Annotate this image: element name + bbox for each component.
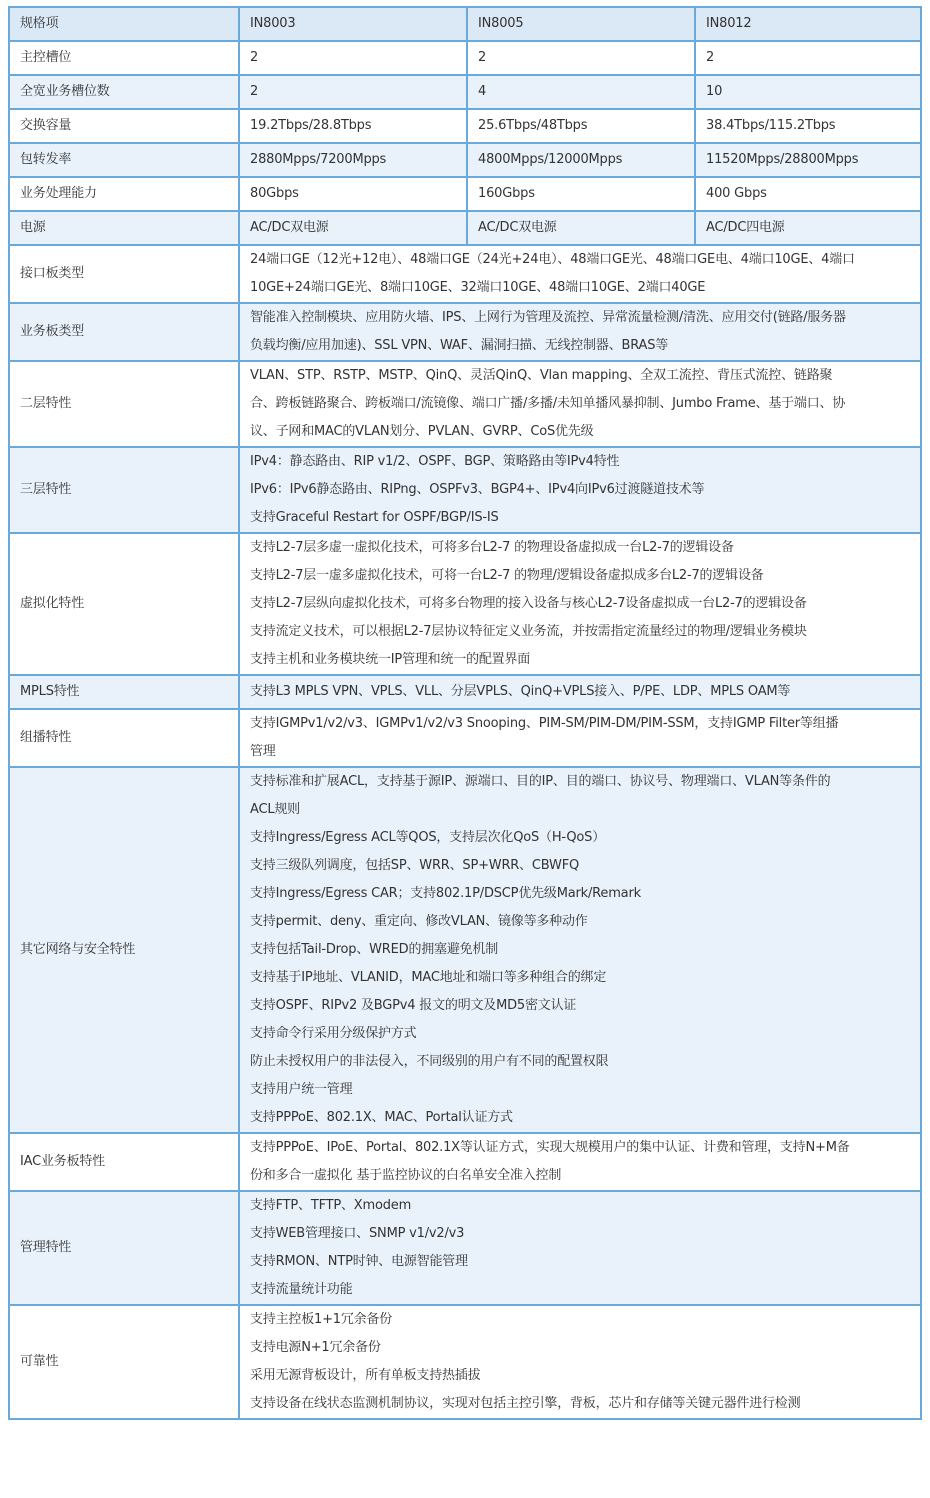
row-label: MPLS特性	[9, 675, 239, 709]
feature-line: 支持设备在线状态监测机制协议，实现对包括主控引擎，背板，芯片和存储等关键元器件进行检测	[250, 1396, 801, 1411]
value-cell: 11520Mpps/28800Mpps	[695, 143, 921, 177]
value-cell: 400 Gbps	[695, 177, 921, 211]
feature-cell	[239, 533, 921, 675]
row-label: 管理特性	[9, 1191, 239, 1305]
row-label: 可靠性	[9, 1305, 239, 1419]
table-row	[9, 245, 921, 303]
feature-line: 支持permit、deny、重定向、修改VLAN、镜像等多种动作	[250, 914, 588, 929]
feature-line: 支持L3 MPLS VPN、VPLS、VLL、分层VPLS、QinQ+VPLS接入、P/PE、LDP、MPLS OAM等	[250, 684, 791, 699]
table-row	[9, 109, 921, 143]
spec-table-container	[8, 6, 920, 1420]
feature-line: 支持三级队列调度，包括SP、WRR、SP+WRR、CBWFQ	[250, 858, 580, 873]
table-row	[9, 1133, 921, 1191]
feature-line: 支持主机和业务模块统一IP管理和统一的配置界面	[250, 652, 531, 667]
row-label: 其它网络与安全特性	[9, 767, 239, 1133]
feature-cell	[239, 1191, 921, 1305]
feature-line: 24端口GE（12光+12电）、48端口GE（24光+24电）、48端口GE光、48端口GE电、4端口10GE、4端口	[250, 252, 855, 267]
feature-line: 智能准入控制模块、应用防火墙、IPS、上网行为管理及流控、异常流量检测/清洗、应用交付(链路/服务器	[250, 310, 846, 325]
feature-line: 支持用户统一管理	[250, 1082, 353, 1097]
feature-line: 支持L2-7层多虚一虚拟化技术，可将多台L2-7 的物理设备虚拟成一台L2-7的逻辑设备	[250, 540, 734, 555]
feature-line: 支持流量统计功能	[250, 1282, 353, 1297]
feature-line: 支持RMON、NTP时钟、电源智能管理	[250, 1254, 468, 1269]
header-cell: IN8012	[695, 7, 921, 41]
value-cell: 2	[239, 41, 467, 75]
value-cell: 2	[467, 41, 695, 75]
value-cell: 4800Mpps/12000Mpps	[467, 143, 695, 177]
header-cell: 规格项	[9, 7, 239, 41]
table-row	[9, 75, 921, 109]
row-label: 交换容量	[9, 109, 239, 143]
row-label: 二层特性	[9, 361, 239, 447]
feature-line: 支持IGMPv1/v2/v3、IGMPv1/v2/v3 Snooping、PIM-SM/PIM-DM/PIM-SSM，支持IGMP Filter等组播	[250, 716, 839, 731]
feature-line: 采用无源背板设计，所有单板支持热插拔	[250, 1368, 481, 1383]
row-label: 虚拟化特性	[9, 533, 239, 675]
value-cell: AC/DC双电源	[467, 211, 695, 245]
header-cell: IN8005	[467, 7, 695, 41]
feature-line: 支持Ingress/Egress ACL等QOS，支持层次化QoS（H-QoS）	[250, 830, 606, 845]
value-cell: 80Gbps	[239, 177, 467, 211]
row-label: 全宽业务槽位数	[9, 75, 239, 109]
feature-line: ACL规则	[250, 802, 300, 817]
table-row	[9, 1305, 921, 1419]
feature-cell	[239, 245, 921, 303]
feature-line: VLAN、STP、RSTP、MSTP、QinQ、灵活QinQ、Vlan mapping、全双工流控、背压式流控、链路聚	[250, 368, 833, 383]
feature-cell	[239, 361, 921, 447]
feature-line: 负载均衡/应用加速)、SSL VPN、WAF、漏洞扫描、无线控制器、BRAS等	[250, 338, 669, 353]
feature-line: IPv6：IPv6静态路由、RIPng、OSPFv3、BGP4+、IPv4向IPv6过渡隧道技术等	[250, 482, 705, 497]
value-cell: 2880Mpps/7200Mpps	[239, 143, 467, 177]
feature-line: 支持电源N+1冗余备份	[250, 1340, 381, 1355]
feature-cell	[239, 1133, 921, 1191]
row-label: 包转发率	[9, 143, 239, 177]
feature-line: 管理	[250, 744, 276, 759]
spec-table	[8, 6, 922, 1420]
value-cell: 10	[695, 75, 921, 109]
feature-line: 支持标准和扩展ACL，支持基于源IP、源端口、目的IP、目的端口、协议号、物理端口、VLAN等条件的	[250, 774, 831, 789]
table-row	[9, 41, 921, 75]
feature-line: IPv4：静态路由、RIP v1/2、OSPF、BGP、策略路由等IPv4特性	[250, 454, 620, 469]
table-row	[9, 303, 921, 361]
row-label: 三层特性	[9, 447, 239, 533]
feature-line: 支持Ingress/Egress CAR；支持802.1P/DSCP优先级Mark/Remark	[250, 886, 641, 901]
feature-line: 议、子网和MAC的VLAN划分、PVLAN、GVRP、CoS优先级	[250, 424, 594, 439]
value-cell: 4	[467, 75, 695, 109]
spec-table-body	[9, 7, 921, 1419]
row-label: 业务处理能力	[9, 177, 239, 211]
feature-cell	[239, 447, 921, 533]
feature-line: 支持FTP、TFTP、Xmodem	[250, 1198, 412, 1213]
feature-cell	[239, 675, 921, 709]
table-row	[9, 767, 921, 1133]
header-cell: IN8003	[239, 7, 467, 41]
feature-line: 份和多合一虚拟化 基于监控协议的白名单安全准入控制	[250, 1168, 562, 1183]
feature-cell	[239, 303, 921, 361]
feature-cell	[239, 767, 921, 1133]
feature-line: 支持流定义技术，可以根据L2-7层协议特征定义业务流，并按需指定流量经过的物理/逻辑业务模块	[250, 624, 807, 639]
feature-line: 支持WEB管理接口、SNMP v1/v2/v3	[250, 1226, 465, 1241]
value-cell: 2	[239, 75, 467, 109]
feature-line: 支持L2-7层一虚多虚拟化技术，可将一台L2-7 的物理/逻辑设备虚拟成多台L2-7的逻辑设备	[250, 568, 764, 583]
feature-line: 支持基于IP地址、VLANID，MAC地址和端口等多种组合的绑定	[250, 970, 607, 985]
value-cell: 2	[695, 41, 921, 75]
feature-line: 合、跨板链路聚合、跨板端口/流镜像、端口广播/多播/未知单播风暴抑制、Jumbo Frame、基于端口、协	[250, 396, 846, 411]
feature-line: 防止未授权用户的非法侵入，不同级别的用户有不同的配置权限	[250, 1054, 609, 1069]
row-label: IAC业务板特性	[9, 1133, 239, 1191]
table-row	[9, 675, 921, 709]
table-row	[9, 1191, 921, 1305]
feature-line: 支持主控板1+1冗余备份	[250, 1312, 393, 1327]
value-cell: 38.4Tbps/115.2Tbps	[695, 109, 921, 143]
feature-cell	[239, 1305, 921, 1419]
table-row	[9, 361, 921, 447]
table-row	[9, 211, 921, 245]
feature-line: 支持Graceful Restart for OSPF/BGP/IS-IS	[250, 510, 499, 525]
feature-line: 10GE+24端口GE光、8端口10GE、32端口10GE、48端口10GE、2端口40GE	[250, 280, 706, 295]
value-cell: 25.6Tbps/48Tbps	[467, 109, 695, 143]
table-row	[9, 709, 921, 767]
table-row	[9, 447, 921, 533]
table-row	[9, 533, 921, 675]
value-cell: AC/DC双电源	[239, 211, 467, 245]
table-row	[9, 143, 921, 177]
row-label: 主控槽位	[9, 41, 239, 75]
value-cell: 160Gbps	[467, 177, 695, 211]
row-label: 电源	[9, 211, 239, 245]
table-header-row	[9, 7, 921, 41]
feature-line: 支持OSPF、RIPv2 及BGPv4 报文的明文及MD5密文认证	[250, 998, 577, 1013]
row-label: 组播特性	[9, 709, 239, 767]
feature-line: 支持PPPoE、802.1X、MAC、Portal认证方式	[250, 1110, 513, 1125]
table-row	[9, 177, 921, 211]
row-label: 接口板类型	[9, 245, 239, 303]
value-cell: AC/DC四电源	[695, 211, 921, 245]
value-cell: 19.2Tbps/28.8Tbps	[239, 109, 467, 143]
feature-line: 支持命令行采用分级保护方式	[250, 1026, 417, 1041]
feature-line: 支持包括Tail-Drop、WRED的拥塞避免机制	[250, 942, 499, 957]
feature-cell	[239, 709, 921, 767]
feature-line: 支持L2-7层纵向虚拟化技术，可将多台物理的接入设备与核心L2-7设备虚拟成一台L2-7的逻辑设备	[250, 596, 807, 611]
feature-line: 支持PPPoE、IPoE、Portal、802.1X等认证方式，实现大规模用户的集中认证、计费和管理，支持N+M备	[250, 1140, 850, 1155]
row-label: 业务板类型	[9, 303, 239, 361]
